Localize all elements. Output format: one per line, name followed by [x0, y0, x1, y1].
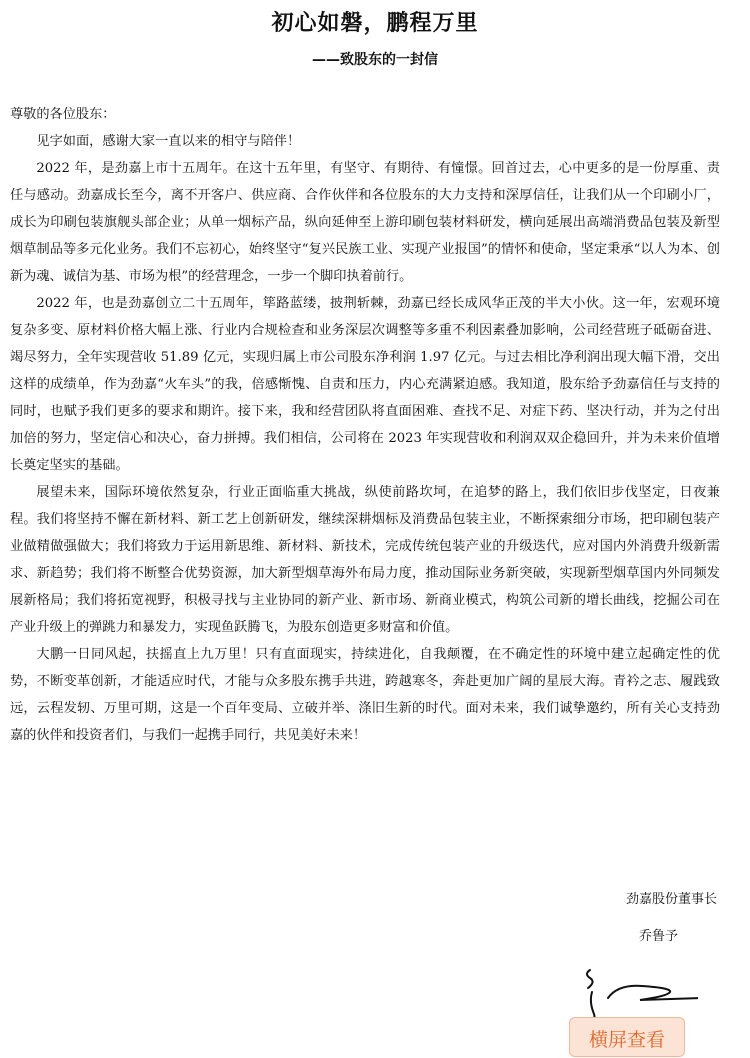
paragraph-fifteenth-anniversary: 2022 年，是劲嘉上市十五周年。在这十五年里，有坚守、有期待、有憧憬。回首过去，心中更多的是一份厚重、责任与感动。劲嘉成长至今，离不开客户、供应商、合作伙伴和各位股东的大力支持和深厚信任，让我们从一个印刷小厂，成长为印刷包装旗舰头部企业；从单一烟标产品，纵向延伸至上游印刷包装材料研发，横向延展出高端消费品包装及新型烟草制品等多元化业务。我们不忘初心，始终坚守“复兴民族工业、实现产业报国”的情怀和使命，坚定秉承“以人为本、创新为魂、诚信为基、市场为根”的经营理念，一步一个脚印执着前行。 [10, 161, 720, 284]
paragraph-outlook: 展望未来，国际环境依然复杂，行业正面临重大挑战，纵使前路坎坷，在追梦的路上，我们依旧步伐坚定，日夜兼程。我们将坚持不懈在新材料、新工艺上创新研发，继续深耕烟标及消费品包装主业，不断探索细分市场，把印刷包装产业做精做强做大；我们将致力于运用新思维、新材料、新技术，完成传统包装产业的升级迭代，应对国内外消费升级新需求、新趋势；我们将不断整合优势资源，加大新型烟草海外布局力度，推动国际业务新突破，实现新型烟草国内外同频发展新格局；我们将拓宽视野，积极寻找与主业协同的新产业、新市场、新商业模式，构筑公司新的增长曲线，挖掘公司在产业升级上的弹跳力和暴发力，实现鱼跃腾飞，为股东创造更多财富和价值。 [10, 485, 720, 635]
handwritten-signature [568, 962, 698, 1022]
letter-title: 初心如磐，鹏程万里 [271, 11, 479, 36]
letter-body [10, 101, 720, 749]
signer-name: 乔鲁予 [638, 929, 678, 944]
paragraph-closing: 大鹏一日同风起，扶摇直上九万里！只有直面现实，持续进化，自我颠覆，在不确定性的环境中建立起确定性的优势，不断变革创新，才能适应时代，才能与众多股东携手共进，跨越寒冬，奔赴更加广阔的星辰大海。青衿之志、履践致远，云程发轫、万里可期，这是一个百年变局、立破并举、涤旧生新的时代。面对未来，我们诚挚邀约，所有关心支持劲嘉的伙伴和投资者们，与我们一起携手同行，共见美好未来！ [10, 647, 720, 743]
signer-title: 劲嘉股份董事长 [625, 892, 717, 907]
paragraph-annual-results: 2022 年，也是劲嘉创立二十五周年，筚路蓝缕，披荆斩棘，劲嘉已经长成风华正茂的半大小伙。这一年，宏观环境复杂多变、原材料价格大幅上涨、行业内合规检查和业务深层次调整等多重不利因素叠加影响，公司经营班子砥砺奋进、竭尽努力，全年实现营收 51.89 亿元，实现归属上市公司股东净利润 1.97 亿元。与过去相比净利润出现大幅下滑，交出这样的成绩单，作为劲嘉“火车头”的我，倍感惭愧、自责和压力，内心充满紧迫感。我知道，股东给予劲嘉信任与支持的同时，也赋予我们更多的要求和期许。接下来，我和经营团队将直面困难、查找不足、对症下药、坚决行动，并为之付出加倍的努力，坚定信心和决心，奋力拼搏。我们相信，公司将在 2023 年实现营收和利润双双企稳回升，并为未来价值增长奠定坚实的基础。 [10, 296, 720, 473]
landscape-view-button[interactable]: 横屏查看 [569, 1017, 685, 1057]
salutation: 尊敬的各位股东： [10, 107, 116, 122]
letter-subtitle: ——致股东的一封信 [312, 52, 438, 68]
paragraph-greeting: 见字如面，感谢大家一直以来的相守与陪伴！ [36, 134, 301, 149]
